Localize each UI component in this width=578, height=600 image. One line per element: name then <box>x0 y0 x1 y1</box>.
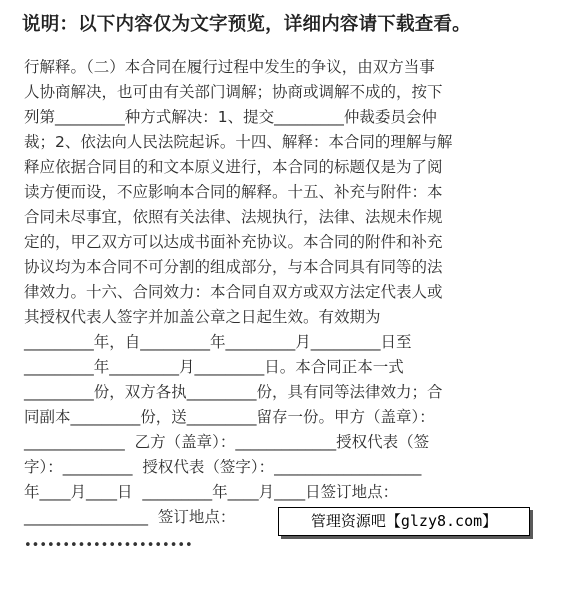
document-line: 裁；2、依法向人民法院起诉。十四、解释：本合同的理解与解 <box>24 133 453 151</box>
document-line: 其授权代表人签字并加盖公章之日起生效。有效期为 <box>24 308 381 326</box>
document-line: 人协商解决，也可由有关部门调解；协商或调解不成的，按下 <box>24 83 443 101</box>
document-line: 字）：_________ 授权代表（签字）：___________________ <box>24 458 422 476</box>
watermark-banner: 管理资源吧【glzy8.com】 <box>278 507 530 536</box>
document-line: _________年，自_________年_________月_________日至 <box>24 333 412 351</box>
document-line: 定的，甲乙双方可以达成书面补充协议。本合同的附件和补充 <box>24 233 443 251</box>
document-line: 读方便而设，不应影响本合同的解释。十五、补充与附件：本 <box>24 183 443 201</box>
preview-notice: 说明：以下内容仅为文字预览，详细内容请下载查看。 <box>22 14 471 35</box>
document-line: 合同未尽事宜，依照有关法律、法规执行，法律、法规未作规 <box>24 208 443 226</box>
document-line: 列第_________种方式解决：1、提交_________仲裁委员会仲 <box>24 108 437 126</box>
document-line: 同副本_________份，送_________留存一份。甲方（盖章）： <box>24 408 435 426</box>
document-line: 律效力。十六、合同效力：本合同自双方或双方法定代表人或 <box>24 283 443 301</box>
document-line: 协议均为本合同不可分割的组成部分，与本合同具有同等的法 <box>24 258 443 276</box>
document-body <box>24 55 554 530</box>
document-line: _________份，双方各执_________份，具有同等法律效力；合 <box>24 383 443 401</box>
document-line: _________年_________月_________日。本合同正本一式 <box>24 358 404 376</box>
document-line: 年____月____日 _________年____月____日签订地点： <box>24 483 399 501</box>
truncation-dots: •••••••••••••••••••••• <box>24 538 193 553</box>
document-line: 行解释。（二）本合同在履行过程中发生的争议，由双方当事 <box>24 58 435 76</box>
document-line: ________________ 签订地点： <box>24 508 236 526</box>
document-line: 释应依据合同目的和文本原义进行，本合同的标题仅是为了阅 <box>24 158 443 176</box>
document-line: _____________ 乙方（盖章）：_____________授权代表（签 <box>24 433 430 451</box>
